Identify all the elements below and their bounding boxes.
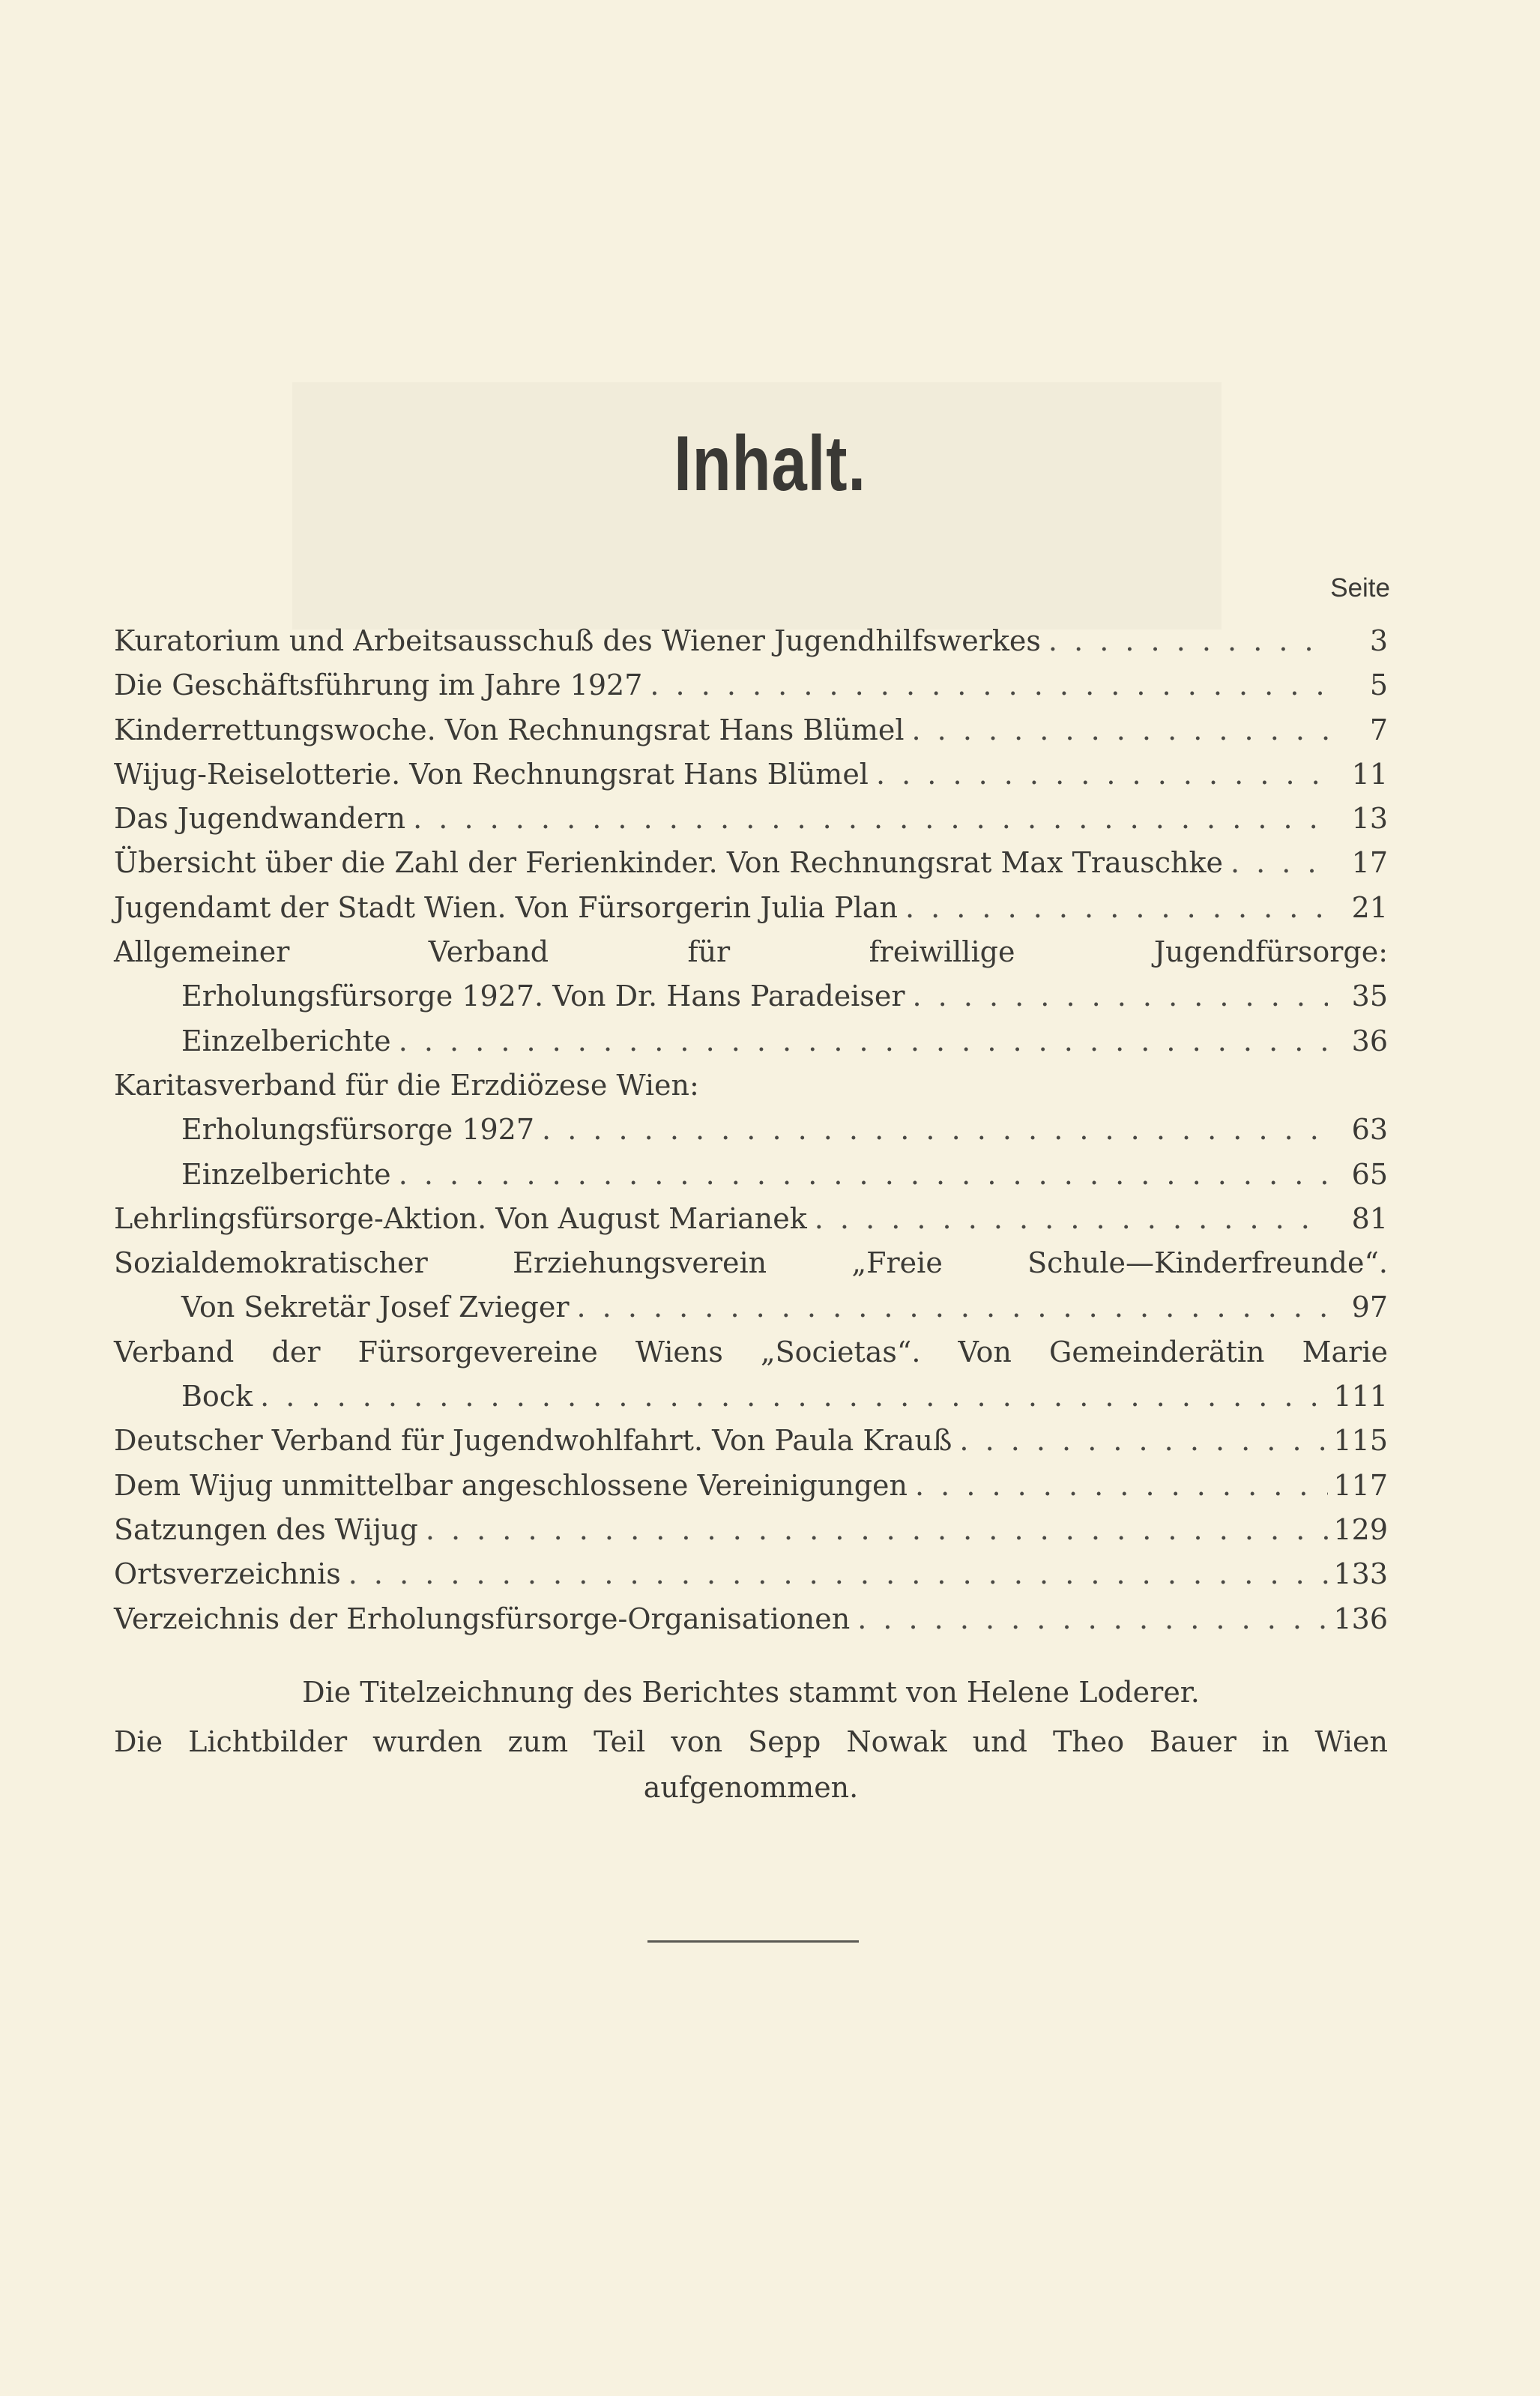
page-column-header: Seite xyxy=(1330,573,1390,603)
closing-rule xyxy=(647,1940,859,1943)
toc-entry-page: 7 xyxy=(1369,713,1388,746)
leader-dots xyxy=(534,1108,1328,1152)
toc-entry-page: 136 xyxy=(1333,1602,1388,1635)
toc-entry[interactable] xyxy=(114,974,1388,1019)
toc-entry-title: Verband der Fürsorgevereine Wiens „Societas“. Von Gemeinderätin Marie xyxy=(114,1335,1388,1369)
page-title: Inhalt. xyxy=(674,420,866,507)
toc-entry-title: Das Jugendwandern xyxy=(114,802,406,836)
toc-entry-title: Wijug-Reiselotterie. Von Rechnungsrat Hans Blümel xyxy=(114,757,869,791)
toc-entry[interactable] xyxy=(114,708,1388,752)
toc-entry-page: 65 xyxy=(1351,1157,1388,1191)
leader-dots xyxy=(908,1464,1328,1508)
leader-dots xyxy=(952,1419,1328,1463)
leader-dots xyxy=(905,974,1329,1019)
toc-entry[interactable] xyxy=(114,1108,1388,1152)
toc-entry-page: 115 xyxy=(1333,1424,1388,1458)
toc-entry-page: 111 xyxy=(1333,1380,1388,1413)
toc-entry-page: 133 xyxy=(1333,1557,1388,1591)
leader-dots xyxy=(1041,619,1328,663)
toc-entry-page: 13 xyxy=(1351,802,1388,836)
toc-entry[interactable] xyxy=(114,1508,1388,1552)
toc-section-title: Karitasverband für die Erzdiözese Wien: xyxy=(114,1068,699,1102)
credits xyxy=(114,1668,1388,1809)
toc-entry[interactable] xyxy=(114,841,1388,885)
toc-entry-line-1 xyxy=(114,1330,1388,1374)
toc-entry-title: Lehrlingsfürsorge-Aktion. Von August Marianek xyxy=(114,1201,807,1235)
leader-dots xyxy=(905,708,1329,752)
leader-dots xyxy=(850,1597,1328,1641)
toc-entry-title: Kinderrettungswoche. Von Rechnungsrat Hans Blümel xyxy=(114,713,905,746)
toc-entry[interactable] xyxy=(114,1419,1388,1463)
toc-entry-title: Ortsverzeichnis xyxy=(114,1557,341,1591)
toc-entry[interactable] xyxy=(114,1019,1388,1063)
toc-section-heading xyxy=(114,930,1388,974)
leader-dots xyxy=(807,1197,1328,1241)
toc-entry-title: Von Sekretär Josef Zvieger xyxy=(181,1291,570,1324)
toc-entry-page: 63 xyxy=(1351,1113,1388,1147)
toc-entry[interactable] xyxy=(114,797,1388,841)
toc-entry-page: 81 xyxy=(1351,1201,1388,1235)
toc-entry-page: 35 xyxy=(1351,980,1388,1013)
leader-dots xyxy=(898,886,1328,930)
toc-entry-title: Bock xyxy=(181,1380,253,1413)
toc-entry-title: Satzungen des Wijug xyxy=(114,1512,418,1546)
toc-entry-page: 97 xyxy=(1351,1291,1388,1324)
leader-dots xyxy=(253,1374,1328,1419)
toc-entry-line-1 xyxy=(114,1241,1388,1285)
toc-entry-page: 21 xyxy=(1351,890,1388,924)
toc-entry-page: 117 xyxy=(1333,1468,1388,1502)
leader-dots xyxy=(391,1153,1328,1197)
leader-dots xyxy=(570,1285,1329,1330)
toc-entry-title: Erholungsfürsorge 1927. Von Dr. Hans Paradeiser xyxy=(181,980,905,1013)
toc-entry[interactable] xyxy=(114,1464,1388,1508)
toc-section-title: Allgemeiner Verband für freiwillige Jugendfürsorge: xyxy=(114,935,1388,969)
toc-entry-page: 3 xyxy=(1369,624,1388,657)
toc-entry-title: Deutscher Verband für Jugendwohlfahrt. Von Paula Krauß xyxy=(114,1424,952,1458)
toc-entry-title: Kuratorium und Arbeitsausschuß des Wiener Jugendhilfswerkes xyxy=(114,624,1041,657)
leader-dots xyxy=(341,1552,1328,1596)
toc-entry-title: Einzelberichte xyxy=(181,1024,391,1057)
photo-credit-line-2: aufgenommen. xyxy=(643,1771,859,1804)
toc-entry[interactable] xyxy=(114,663,1388,707)
toc-entry-page: 5 xyxy=(1369,669,1388,702)
toc-entry[interactable] xyxy=(114,1552,1388,1596)
leader-dots xyxy=(405,797,1328,841)
leader-dots xyxy=(642,663,1328,707)
toc-entry-page: 11 xyxy=(1351,757,1388,791)
toc-section-heading xyxy=(114,1063,1388,1108)
table-of-contents xyxy=(114,619,1388,1641)
leader-dots xyxy=(869,752,1328,797)
toc-entry[interactable] xyxy=(114,619,1388,663)
toc-entry[interactable] xyxy=(114,886,1388,930)
toc-entry-title: Jugendamt der Stadt Wien. Von Fürsorgerin Julia Plan xyxy=(114,890,898,924)
toc-entry[interactable] xyxy=(114,1197,1388,1241)
toc-entry-title: Einzelberichte xyxy=(181,1157,391,1191)
toc-entry[interactable] xyxy=(114,1374,1388,1419)
toc-entry-title: Übersicht über die Zahl der Ferienkinder. Von Rechnungsrat Max Trauschke xyxy=(114,846,1223,880)
toc-entry[interactable] xyxy=(114,752,1388,797)
toc-entry-title: Verzeichnis der Erholungsfürsorge-Organisationen xyxy=(114,1602,851,1635)
toc-entry[interactable] xyxy=(114,1153,1388,1197)
leader-dots xyxy=(418,1508,1328,1552)
toc-entry-page: 129 xyxy=(1333,1512,1388,1546)
toc-entry-title: Die Geschäftsführung im Jahre 1927 xyxy=(114,669,643,702)
photo-credit-line-1: Die Lichtbilder wurden zum Teil von Sepp Nowak und Theo Bauer in Wien xyxy=(114,1725,1388,1758)
toc-entry-page: 36 xyxy=(1351,1024,1388,1057)
leader-dots xyxy=(391,1019,1328,1063)
leader-dots xyxy=(1223,841,1328,885)
toc-entry-page: 17 xyxy=(1351,846,1388,880)
toc-entry[interactable] xyxy=(114,1285,1388,1330)
toc-entry[interactable] xyxy=(114,1597,1388,1641)
toc-entry-title: Sozialdemokratischer Erziehungsverein „Freie Schule—Kinderfreunde“. xyxy=(114,1246,1388,1280)
toc-entry-title: Erholungsfürsorge 1927 xyxy=(181,1113,535,1147)
toc-entry-title: Dem Wijug unmittelbar angeschlossene Vereinigungen xyxy=(114,1468,908,1502)
cover-credit: Die Titelzeichnung des Berichtes stammt von Helene Loderer. xyxy=(302,1676,1200,1709)
